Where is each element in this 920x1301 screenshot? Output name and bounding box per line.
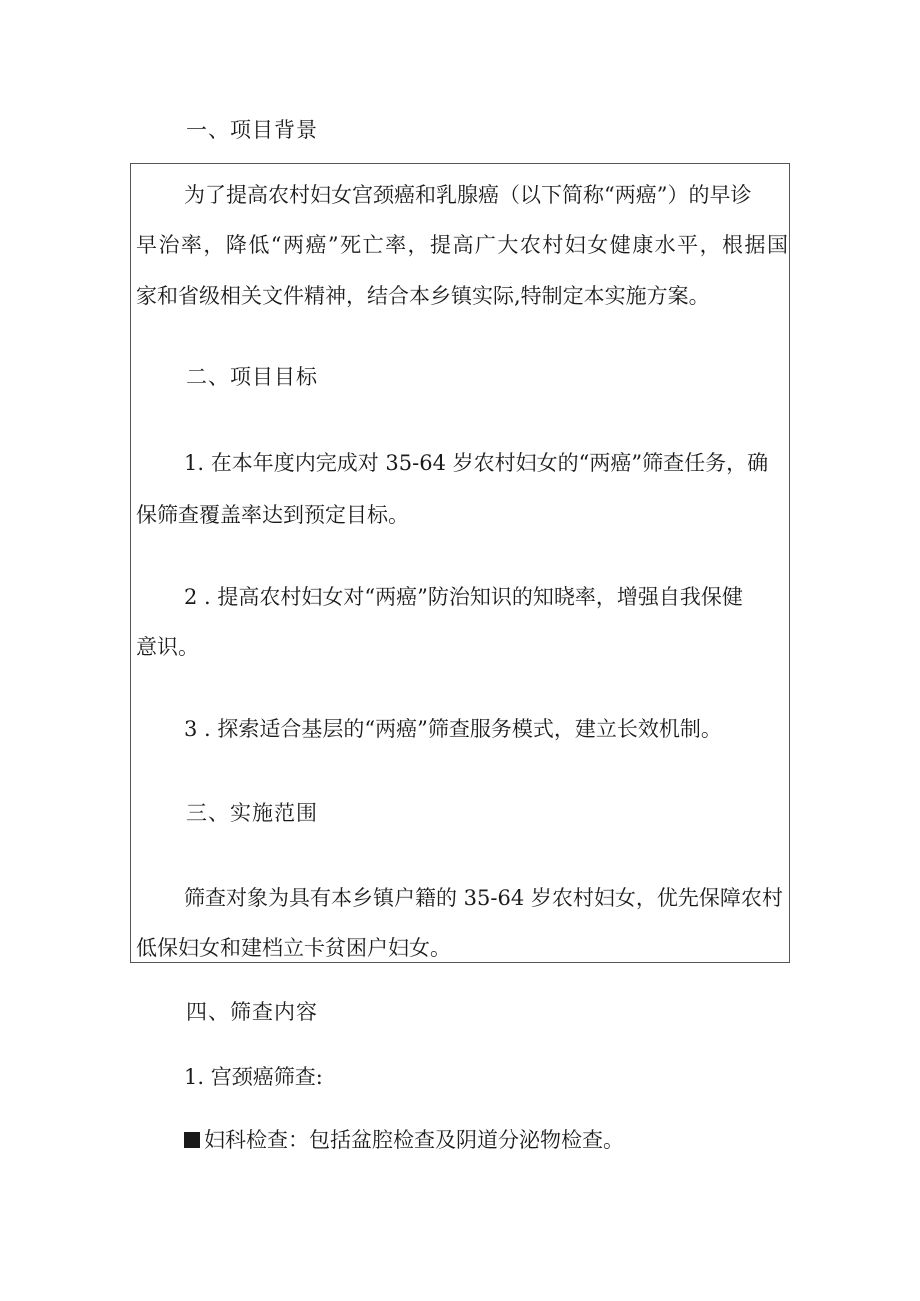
background-para-line-2: 早治率，降低“两癌”死亡率，提高广大农村妇女健康水平，根据国 — [136, 233, 788, 257]
screening-bullet-gyn-exam — [184, 1127, 624, 1153]
section-heading-screening-content: 四、筛查内容 — [186, 1000, 318, 1024]
goal-item-1-line-2: 保筛查覆盖率达到预定目标。 — [136, 503, 409, 527]
scope-para-line-1: 筛查对象为具有本乡镇户籍的 35-64 岁农村妇女，优先保障农村 — [184, 886, 783, 910]
section-heading-goals: 二、项目目标 — [186, 365, 318, 389]
square-bullet-icon — [184, 1132, 200, 1148]
background-para-line-3: 家和省级相关文件精神，结合本乡镇实际,特制定本实施方案。 — [136, 284, 710, 308]
goal-item-1-line-1: 1. 在本年度内完成对 35-64 岁农村妇女的“两癌”筛查任务，确 — [184, 451, 769, 475]
screening-subheading-cervical: 1. 宫颈癌筛查: — [184, 1065, 323, 1089]
goal-item-2-line-1: 2 . 提高农村妇女对“两癌”防治知识的知晓率，增强自我保健 — [184, 585, 743, 609]
section-heading-scope: 三、实施范围 — [186, 801, 318, 825]
goal-item-2-line-2: 意识。 — [136, 635, 199, 659]
scope-para-line-2: 低保妇女和建档立卡贫困户妇女。 — [136, 936, 451, 960]
background-para-line-1: 为了提高农村妇女宫颈癌和乳腺癌（以下简称“两癌”）的早诊 — [184, 183, 752, 207]
goal-item-3: 3 . 探索适合基层的“两癌”筛查服务模式，建立长效机制。 — [184, 717, 722, 741]
section-heading-background: 一、项目背景 — [186, 118, 318, 142]
bullet-text: 妇科检查：包括盆腔检查及阴道分泌物检查。 — [204, 1128, 624, 1152]
